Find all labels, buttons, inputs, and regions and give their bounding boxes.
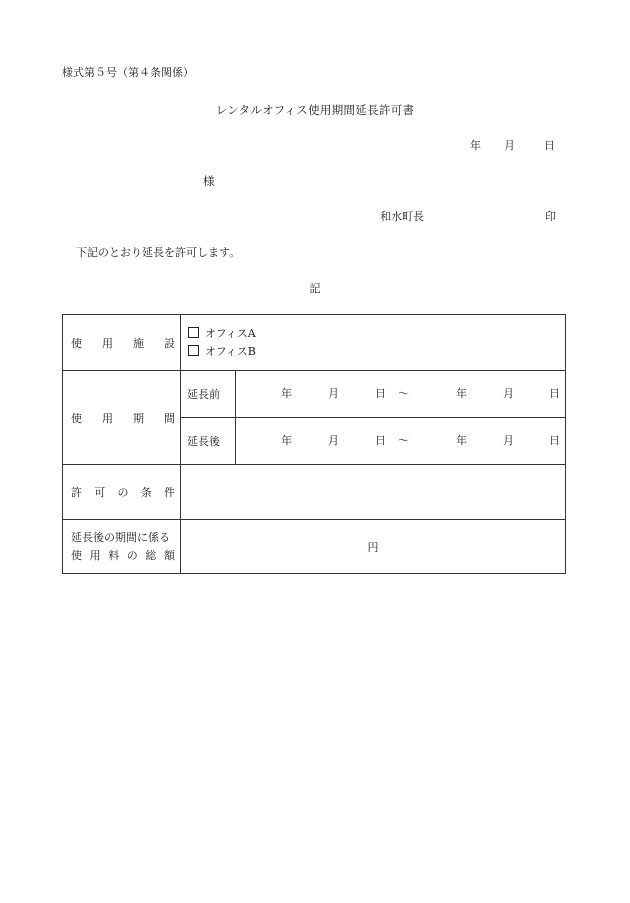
facility-option-a[interactable] [188, 325, 565, 343]
facility-option-b-label: オフィスB [205, 344, 256, 358]
before-extension-dates[interactable] [236, 371, 566, 418]
fee-unit: 円 [367, 540, 379, 554]
issue-date-month: 月 [504, 139, 515, 152]
label-char: 額 [163, 548, 175, 562]
label-char: 可 [94, 486, 106, 499]
label-char: 間 [164, 411, 175, 425]
label-char: 条 [140, 486, 152, 499]
from-day: 日 [375, 434, 386, 447]
conditions-row [63, 465, 566, 520]
facility-label [63, 315, 181, 371]
label-char: 使 [71, 548, 82, 562]
issue-date-day: 日 [544, 139, 555, 152]
facility-option-a-label: オフィスA [205, 326, 256, 340]
facility-option-b[interactable] [188, 343, 565, 361]
fee-label-line1: 延長後の期間に係る [71, 530, 170, 544]
after-extension-label: 延長後 [181, 418, 236, 465]
to-month: 月 [503, 434, 514, 447]
from-month: 月 [328, 387, 339, 400]
fee-label-line2 [71, 547, 175, 565]
ki-heading: 記 [309, 282, 321, 295]
range-tilde: ～ [398, 387, 409, 400]
document-title: レンタルオフィス使用期間延長許可書 [215, 103, 415, 117]
label-char: 用 [102, 336, 113, 350]
from-month: 月 [328, 434, 339, 447]
to-day: 日 [549, 434, 560, 447]
after-extension-dates[interactable] [236, 418, 566, 465]
label-char: の [126, 548, 138, 562]
label-char: 件 [164, 486, 175, 499]
label-char: 使 [71, 411, 82, 425]
before-extension-label: 延長前 [181, 371, 236, 418]
facility-options [181, 315, 566, 371]
empty-checkbox-icon[interactable] [188, 327, 199, 338]
empty-checkbox-icon[interactable] [188, 345, 199, 356]
issue-date [470, 140, 555, 151]
label-char: 設 [164, 336, 175, 350]
label-char: 料 [108, 548, 120, 562]
label-char: 総 [145, 548, 157, 562]
to-year: 年 [456, 434, 467, 447]
period-row-before [63, 371, 566, 418]
period-label [63, 371, 181, 465]
from-day: 日 [375, 387, 386, 400]
label-char: 期 [133, 411, 144, 425]
fee-row [63, 520, 566, 574]
body-text: 下記のとおり延長を許可します。 [76, 246, 241, 259]
label-char: 施 [133, 336, 144, 350]
to-year: 年 [456, 387, 467, 400]
facility-row [63, 315, 566, 371]
fee-value[interactable] [181, 520, 566, 574]
to-day: 日 [549, 387, 560, 400]
label-char: 使 [71, 336, 82, 350]
recipient-honorific: 様 [203, 174, 215, 188]
range-tilde: ～ [398, 434, 409, 447]
label-char: 用 [102, 411, 113, 425]
to-month: 月 [503, 387, 514, 400]
conditions-label [63, 465, 181, 520]
label-char: 用 [89, 548, 101, 562]
from-year: 年 [281, 434, 292, 447]
label-char: 許 [71, 486, 82, 499]
fee-label [63, 520, 181, 574]
from-year: 年 [281, 387, 292, 400]
issue-date-year: 年 [470, 139, 481, 152]
label-char: の [117, 486, 129, 499]
conditions-value[interactable] [181, 465, 566, 520]
issuer-name: 和水町長 [380, 210, 424, 223]
permit-table [62, 314, 566, 574]
seal-mark: 印 [545, 210, 556, 223]
form-number: 様式第５号（第４条関係） [62, 66, 194, 79]
